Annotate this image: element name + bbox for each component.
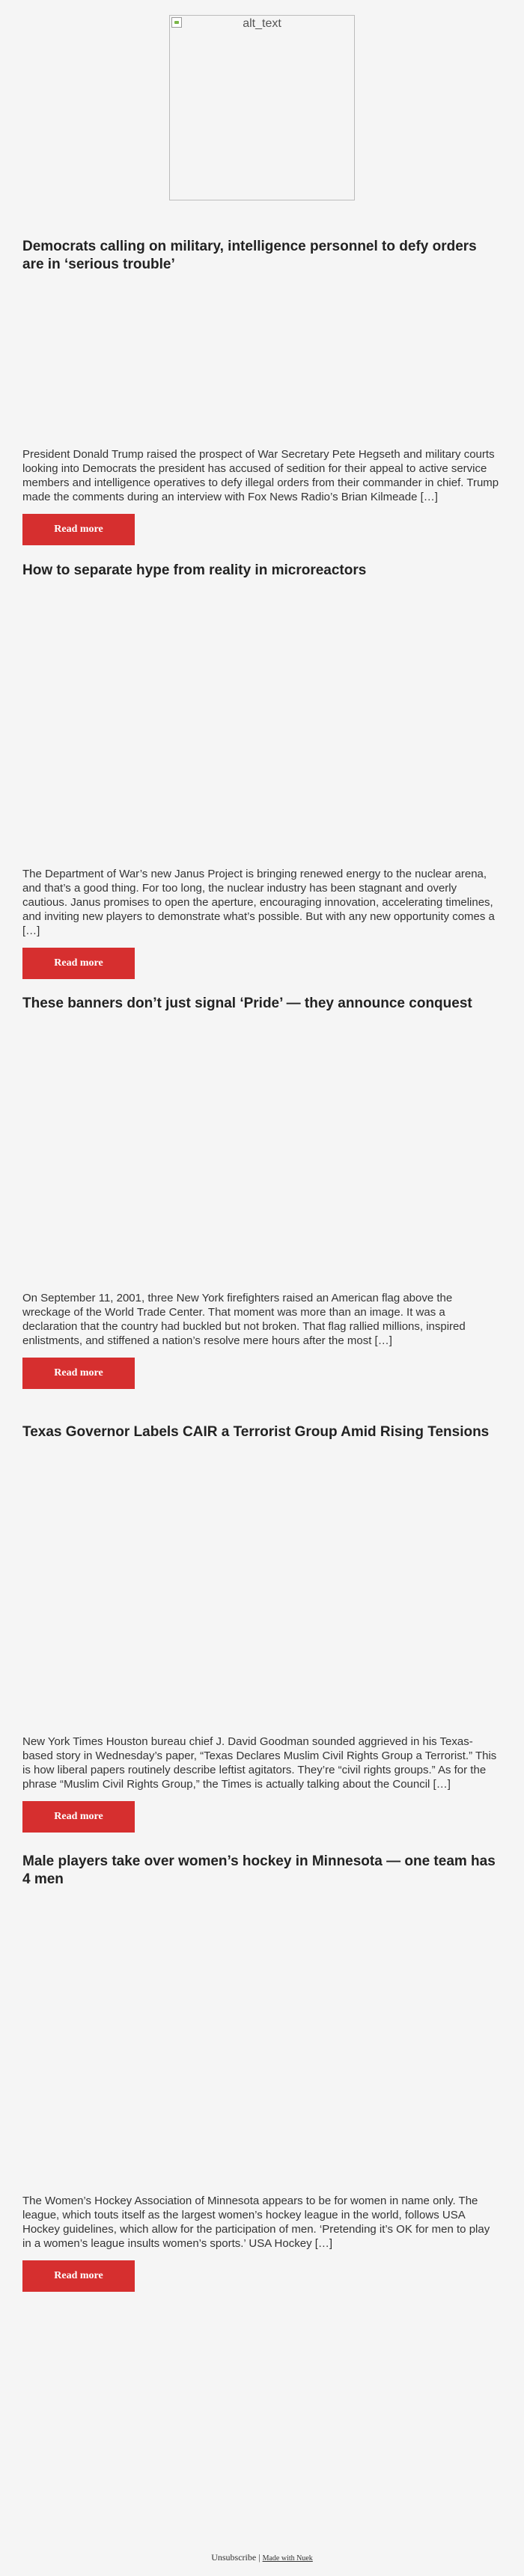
header [0, 0, 524, 200]
article-title[interactable]: Texas Governor Labels CAIR a Terrorist Group Amid Rising Tensions [22, 1424, 490, 1440]
article-card [22, 1423, 502, 1833]
article-excerpt: New York Times Houston bureau chief J. David Goodman sounded aggrieved in his Texas-based story in Wednesday’s paper, “Texas Declares Muslim Civil Rights Group a Terrorist.” This is how liberal papers routinely describe leftist agitators. They’re “civil rights groups.” As for the phrase “Muslim Civil Rights Group,” the Times is actually talking about the Council […] [22, 1735, 497, 1791]
article-title[interactable]: These banners don’t just signal ‘Pride’ — they announce conquest [22, 996, 472, 1011]
article-title[interactable]: How to separate hype from reality in microreactors [22, 562, 367, 578]
read-more-button[interactable]: Read more [22, 2260, 135, 2292]
article-card [22, 1853, 502, 2292]
read-more-button[interactable]: Read more [22, 948, 135, 979]
read-more-button[interactable]: Read more [22, 1358, 135, 1389]
article-card [22, 995, 502, 1389]
logo-image [169, 15, 355, 200]
article-card [22, 562, 502, 979]
footer [0, 2552, 524, 2563]
logo-alt-text: alt_text [243, 17, 281, 30]
read-more-button[interactable]: Read more [22, 514, 135, 545]
footer-separator: | [256, 2552, 263, 2563]
article-card [22, 238, 502, 545]
unsubscribe-link[interactable]: Unsubscribe [211, 2552, 257, 2563]
article-image [22, 580, 502, 867]
article-excerpt: The Department of War’s new Janus Project is bringing renewed energy to the nuclear arena, and that’s a good thing. For too long, the nuclear industry has been stagnant and overly cautious. Janus promises to open the aperture, encouraging innovation, accelerating timelines, and inviting new players to demonstrate what’s possible. But with any new opportunity comes a […] [22, 868, 495, 937]
article-image [22, 274, 502, 447]
article-image [22, 1889, 502, 2194]
article-image [22, 1013, 502, 1291]
article-excerpt: On September 11, 2001, three New York firefighters raised an American flag above the wreckage of the World Trade Center. That moment was more than an image. It was a declaration that the country had buckled but not broken. That flag rallied millions, inspired enlistments, and stiffened a nation’s resolve mere hours after the most […] [22, 1292, 466, 1347]
article-title[interactable]: Democrats calling on military, intelligence personnel to defy orders are in ‘serious trouble’ [22, 239, 477, 272]
read-more-button[interactable]: Read more [22, 1801, 135, 1833]
article-title[interactable]: Male players take over women’s hockey in Minnesota — one team has 4 men [22, 1853, 496, 1887]
article-image [22, 1441, 502, 1735]
article-excerpt: President Donald Trump raised the prospect of War Secretary Pete Hegseth and military courts looking into Democrats the president has accused of sedition for their appeal to active service members and intelligence operatives to defy illegal orders from their commander in chief. Trump made the comments during an interview with Fox News Radio’s Brian Kilmeade […] [22, 448, 499, 503]
article-excerpt: The Women’s Hockey Association of Minnesota appears to be for women in name only. The league, which touts itself as the largest women’s hockey league in the world, follows USA Hockey guidelines, which allow for the participation of men. ‘Pretending it’s OK for men to play in a women’s league insults women’s sports.’ USA Hockey […] [22, 2195, 490, 2250]
made-with-link[interactable]: Made with Nuek [262, 2554, 313, 2563]
